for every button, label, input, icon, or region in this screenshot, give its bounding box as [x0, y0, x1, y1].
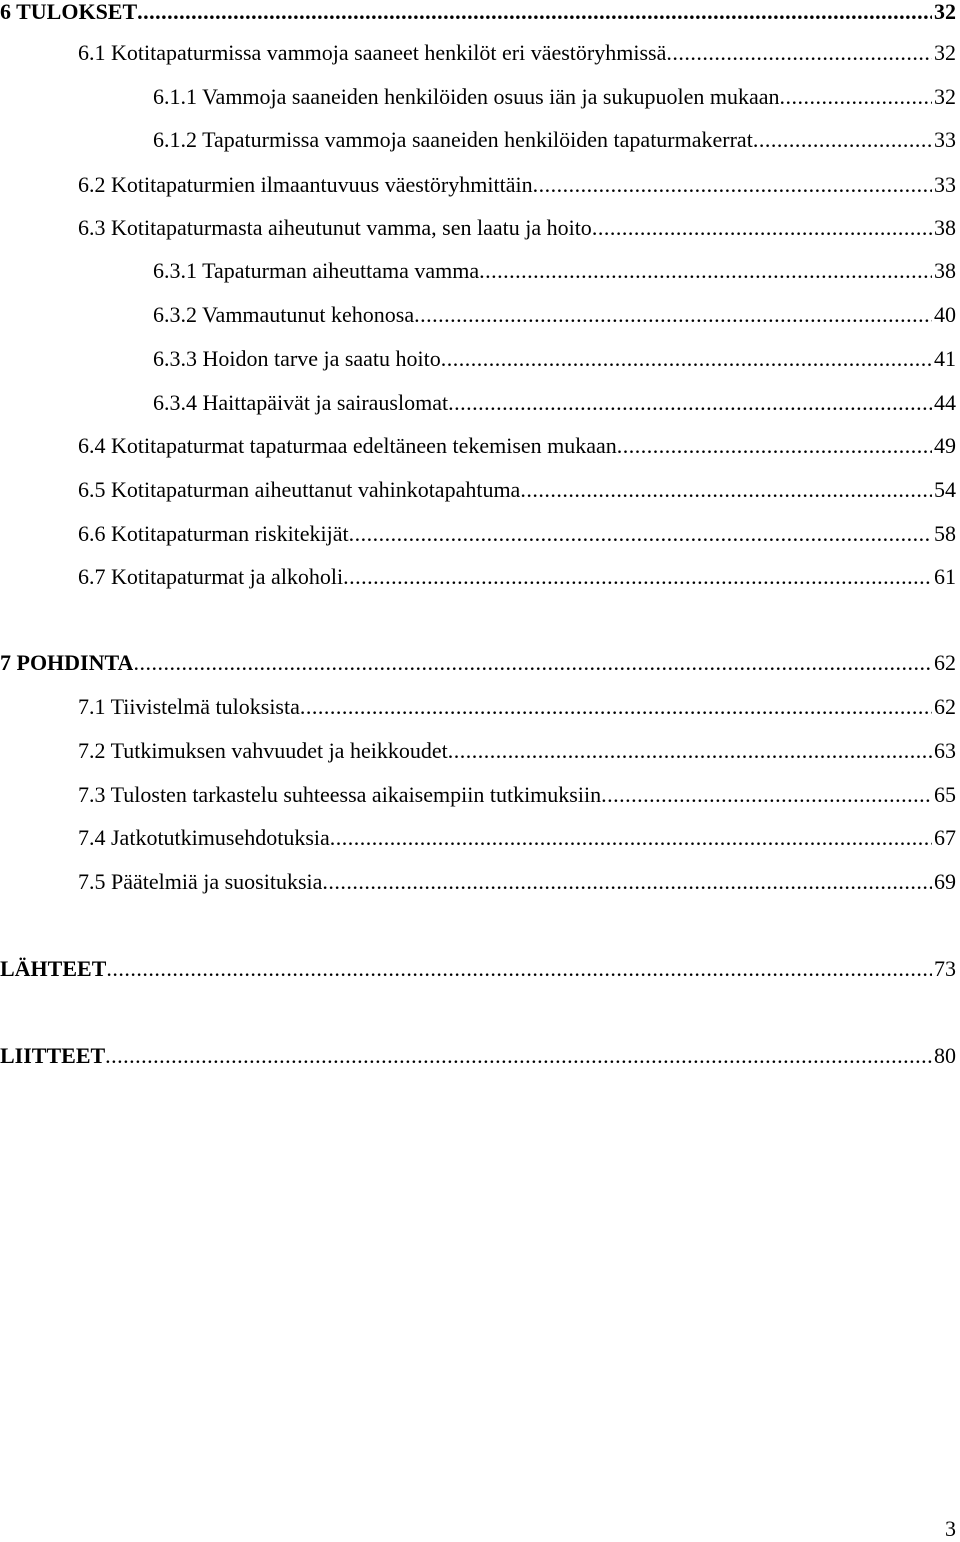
toc-entry-page: 32: [934, 0, 956, 24]
toc-entry[interactable]: [78, 736, 956, 766]
toc-entry[interactable]: [78, 692, 956, 722]
toc-entry[interactable]: [78, 562, 956, 592]
toc-entry-page: 41: [934, 346, 956, 371]
toc-entry-page: 62: [934, 650, 956, 675]
toc-entry-page: 44: [934, 390, 956, 415]
toc-entry-page: 61: [934, 564, 956, 589]
toc-entry-page: 32: [934, 40, 956, 65]
toc-dot-leader: [666, 38, 932, 68]
toc-entry-label: 6.6 Kotitapaturman riskitekijät: [78, 521, 349, 546]
toc-dot-leader: [330, 823, 932, 853]
toc-entry-page: 32: [934, 84, 956, 109]
toc-entry-label: 6.5 Kotitapaturman aiheuttanut vahinkotapahtuma: [78, 477, 521, 502]
toc-entry[interactable]: [78, 170, 956, 200]
toc-entry-page: 49: [934, 433, 956, 458]
toc-dot-leader: [617, 431, 932, 461]
toc-entry-label: 6.3 Kotitapaturmasta aiheutunut vamma, sen laatu ja hoito: [78, 215, 592, 240]
toc-dot-leader: [441, 344, 932, 374]
toc-entry-label: 6.3.2 Vammautunut kehonosa: [153, 302, 415, 327]
toc-dot-leader: [414, 300, 932, 330]
toc-entry[interactable]: [153, 344, 956, 374]
toc-entry[interactable]: [153, 300, 956, 330]
toc-dot-leader: [448, 388, 932, 418]
toc-entry-label: LÄHTEET: [0, 956, 107, 981]
toc-dot-leader: [592, 213, 932, 243]
toc-entry-label: 6.1 Kotitapaturmissa vammoja saaneet henkilöt eri väestöryhmissä: [78, 40, 667, 65]
toc-dot-leader: [533, 170, 932, 200]
toc-entry-label: 6.3.1 Tapaturman aiheuttama vamma: [153, 258, 480, 283]
toc-entry[interactable]: [78, 475, 956, 505]
toc-entry-label: 7.2 Tutkimuksen vahvuudet ja heikkoudet: [78, 738, 448, 763]
toc-entry[interactable]: [0, 1041, 956, 1071]
toc-dot-leader: [448, 736, 932, 766]
toc-entry[interactable]: [153, 82, 956, 112]
toc-entry[interactable]: [78, 780, 956, 810]
toc-dot-leader: [133, 648, 932, 678]
toc-entry[interactable]: [78, 823, 956, 853]
toc-entry-page: 38: [934, 215, 956, 240]
toc-entry-label: 7 POHDINTA: [0, 650, 134, 675]
toc-entry-page: 33: [934, 172, 956, 197]
toc-entry[interactable]: [0, 648, 956, 678]
toc-entry[interactable]: [153, 256, 956, 286]
toc-entry-page: 62: [934, 694, 956, 719]
toc-entry-page: 69: [934, 869, 956, 894]
toc-entry[interactable]: [153, 125, 956, 155]
toc-entry-label: 6.2 Kotitapaturmien ilmaantuvuus väestöryhmittäin: [78, 172, 533, 197]
toc-entry-label: 7.3 Tulosten tarkastelu suhteessa aikaisempiin tutkimuksiin: [78, 782, 602, 807]
toc-dot-leader: [106, 954, 932, 984]
page-number: 3: [945, 1516, 956, 1541]
toc-entry-label: 6.4 Kotitapaturmat tapaturmaa edeltäneen tekemisen mukaan: [78, 433, 617, 458]
toc-dot-leader: [349, 519, 932, 549]
toc-entry[interactable]: [78, 867, 956, 897]
toc-dot-leader: [779, 82, 932, 112]
toc-entry-page: 65: [934, 782, 956, 807]
toc-dot-leader: [601, 780, 932, 810]
toc-dot-leader: [137, 0, 932, 27]
toc-dot-leader: [322, 867, 932, 897]
toc-entry-label: 6 TULOKSET: [0, 0, 138, 24]
toc-dot-leader: [105, 1041, 932, 1071]
toc-entry-label: 6.1.1 Vammoja saaneiden henkilöiden osuus iän ja sukupuolen mukaan: [153, 84, 780, 109]
toc-entry-label: 6.3.4 Haittapäivät ja sairauslomat: [153, 390, 449, 415]
toc-dot-leader: [753, 125, 932, 155]
toc-entry-label: 6.7 Kotitapaturmat ja alkoholi: [78, 564, 344, 589]
toc-entry-page: 40: [934, 302, 956, 327]
toc-entry-label: 7.4 Jatkotutkimusehdotuksia: [78, 825, 330, 850]
toc-entry[interactable]: [78, 519, 956, 549]
toc-entry-page: 67: [934, 825, 956, 850]
toc-dot-leader: [479, 256, 932, 286]
toc-entry[interactable]: [153, 388, 956, 418]
toc-entry[interactable]: [78, 431, 956, 461]
toc-entry-label: 6.3.3 Hoidon tarve ja saatu hoito: [153, 346, 441, 371]
toc-dot-leader: [520, 475, 932, 505]
toc-entry-label: 6.1.2 Tapaturmissa vammoja saaneiden henkilöiden tapaturmakerrat: [153, 127, 753, 152]
toc-entry-label: 7.5 Päätelmiä ja suosituksia: [78, 869, 323, 894]
toc-entry-page: 73: [934, 956, 956, 981]
toc-entry-page: 54: [934, 477, 956, 502]
toc-entry-page: 58: [934, 521, 956, 546]
toc-entry[interactable]: [0, 0, 956, 27]
toc-entry-page: 38: [934, 258, 956, 283]
toc-entry-page: 33: [934, 127, 956, 152]
toc-entry-page: 63: [934, 738, 956, 763]
toc-entry-page: 80: [934, 1043, 956, 1068]
toc-entry-label: 7.1 Tiivistelmä tuloksista: [78, 694, 300, 719]
toc-entry[interactable]: [78, 38, 956, 68]
toc-dot-leader: [300, 692, 932, 722]
toc-entry[interactable]: [78, 213, 956, 243]
toc-dot-leader: [343, 562, 932, 592]
toc-entry[interactable]: [0, 954, 956, 984]
toc-entry-label: LIITTEET: [0, 1043, 106, 1068]
